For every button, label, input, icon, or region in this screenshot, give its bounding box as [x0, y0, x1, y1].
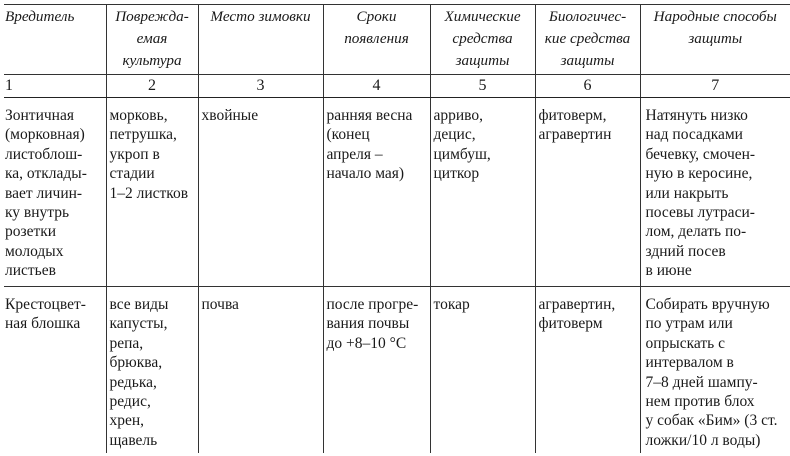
cell-text-line: стадии: [109, 165, 155, 183]
cell-pest: [4, 98, 106, 287]
column-number: 2: [106, 75, 198, 98]
cell-text-line: Натянуть низко: [645, 107, 748, 124]
cell-text-line: розетки: [5, 223, 57, 241]
column-number: 5: [430, 75, 535, 98]
cell-text-line: листоблош-: [5, 145, 83, 163]
cell-text-line: защиты: [455, 52, 510, 69]
cell-text-line: цимбуш,: [433, 145, 491, 163]
cell-text-line: (морковная): [5, 126, 85, 144]
cell-folk: [640, 98, 790, 287]
column-number: 7: [640, 75, 790, 98]
cell-appearance: [323, 98, 430, 287]
cell-text-line: над посадками: [645, 126, 743, 144]
header-damaged-crop: [106, 5, 198, 75]
cell-text-line: щавель: [109, 431, 158, 449]
cell-text-line: защиты: [560, 52, 615, 69]
column-number: 6: [535, 75, 640, 98]
table-row: [4, 287, 790, 454]
cell-text-line: после прогре-: [326, 296, 419, 313]
cell-text-line: вает личин-: [5, 184, 83, 202]
cell-text-line: Собирать вручную: [645, 296, 770, 313]
cell-text-line: децис,: [433, 126, 476, 144]
header-wintering-place: [198, 5, 323, 75]
cell-text-line: у собак «Бим» (3 ст.: [645, 412, 778, 430]
cell-text-line: агравертин,: [538, 296, 616, 313]
cell-text-line: ка, отклады-: [5, 165, 87, 183]
cell-text-line: появления: [344, 30, 409, 47]
cell-folk: [640, 287, 790, 454]
cell-text-line: кие средства: [544, 30, 631, 47]
cell-text-line: ную в керосине,: [645, 165, 753, 183]
cell-appearance: [323, 287, 430, 454]
cell-text-line: интервалом в: [645, 354, 734, 372]
table-row: [4, 98, 790, 287]
cell-pest: [4, 287, 106, 454]
cell-text-line: нем против блох: [645, 393, 755, 411]
cell-text-line: здний посев: [645, 242, 726, 260]
column-number: 1: [4, 75, 106, 98]
cell-text-line: токар: [433, 296, 470, 313]
cell-text-line: хрен,: [109, 412, 145, 430]
cell-text-line: брюква,: [109, 354, 163, 372]
cell-biological: [535, 98, 640, 287]
cell-text-line: бечевку, смочен-: [645, 145, 756, 163]
cell-text-line: укроп в: [109, 145, 160, 163]
cell-text-line: или накрыть: [645, 184, 729, 202]
cell-text-line: арриво,: [433, 107, 484, 124]
cell-text-line: апреля –: [326, 145, 383, 163]
cell-text-line: вания почвы: [326, 315, 410, 333]
cell-text-line: средства: [452, 30, 513, 47]
pest-control-table: [4, 4, 790, 453]
cell-text-line: петрушка,: [109, 126, 177, 144]
cell-text-line: редька,: [109, 373, 157, 391]
cell-text-line: защиты: [688, 30, 743, 47]
column-number-row: [4, 75, 790, 98]
cell-text-line: ку внутрь: [5, 204, 70, 222]
cell-text-line: Крестоцвет-: [5, 296, 86, 313]
header-biological-protection: [535, 5, 640, 75]
cell-text-line: капусты,: [109, 315, 168, 333]
cell-text-line: фитоверм: [538, 315, 603, 333]
cell-text-line: начало мая): [326, 165, 405, 183]
cell-text-line: Сроки: [356, 8, 397, 25]
cell-wintering: [198, 98, 323, 287]
cell-chemical: [430, 98, 535, 287]
cell-text-line: Вредитель: [5, 8, 75, 25]
cell-text-line: Место зимовки: [210, 8, 311, 25]
cell-text-line: 1–2 листков: [109, 184, 189, 202]
column-number: 3: [198, 75, 323, 98]
cell-text-line: опрыскать с: [645, 334, 725, 352]
cell-crop: [106, 287, 198, 454]
cell-text-line: в июне: [645, 262, 692, 280]
header-pest: [4, 5, 106, 75]
cell-text-line: все виды: [109, 296, 169, 313]
cell-text-line: молодых: [5, 242, 64, 260]
header-chemical-protection: [430, 5, 535, 75]
cell-text-line: Народные способы: [653, 8, 777, 25]
cell-text-line: почва: [201, 296, 239, 313]
cell-text-line: циткор: [433, 165, 480, 183]
cell-text-line: культура: [122, 52, 182, 69]
cell-wintering: [198, 287, 323, 454]
cell-text-line: фитоверм,: [538, 107, 607, 124]
cell-text-line: хвойные: [201, 107, 259, 124]
header-folk-methods: [640, 5, 790, 75]
cell-crop: [106, 98, 198, 287]
cell-text-line: посевы лутраси-: [645, 204, 755, 222]
cell-text-line: Биологичес-: [548, 8, 627, 25]
cell-text-line: Химические: [444, 8, 521, 25]
cell-text-line: ная блошка: [5, 315, 81, 333]
cell-text-line: (конец: [326, 126, 370, 144]
cell-text-line: Поврежда-: [115, 8, 189, 25]
cell-text-line: листьев: [5, 262, 56, 280]
cell-text-line: редис,: [109, 393, 151, 411]
cell-text-line: ложки/10 л воды): [645, 431, 761, 449]
cell-text-line: лом, делать по-: [645, 223, 747, 241]
header-row: [4, 5, 790, 75]
cell-text-line: 7–8 дней шампу-: [645, 373, 758, 391]
cell-text-line: до +8–10 °С: [326, 334, 407, 352]
cell-text-line: агравертин: [538, 126, 612, 144]
cell-biological: [535, 287, 640, 454]
cell-text-line: емая: [136, 30, 168, 47]
header-appearance-time: [323, 5, 430, 75]
column-number: 4: [323, 75, 430, 98]
cell-text-line: Зонтичная: [5, 107, 74, 124]
cell-text-line: репа,: [109, 334, 144, 352]
cell-text-line: ранняя весна: [326, 107, 413, 124]
cell-chemical: [430, 287, 535, 454]
cell-text-line: морковь,: [109, 107, 168, 124]
cell-text-line: по утрам или: [645, 315, 733, 333]
